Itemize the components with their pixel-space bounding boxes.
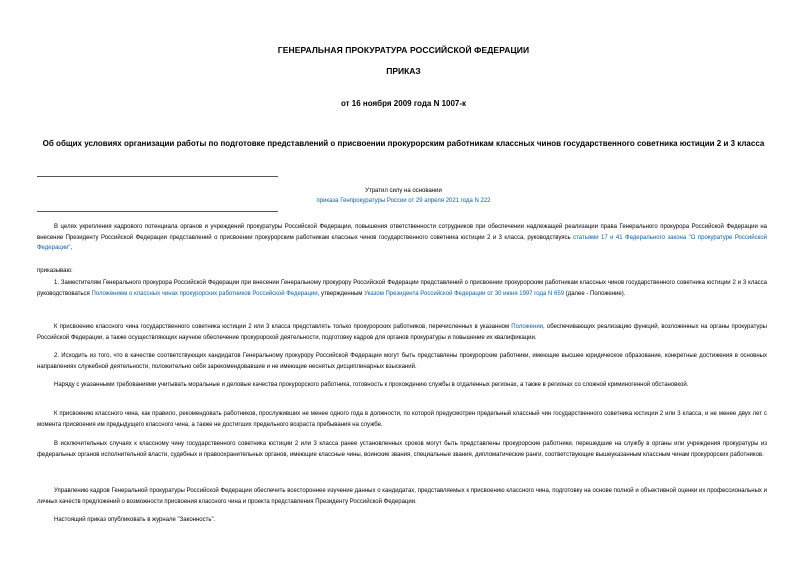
agency-heading: ГЕНЕРАЛЬНАЯ ПРОКУРАТУРА РОССИЙСКОЙ ФЕДЕРАЦИИ bbox=[277, 45, 530, 55]
doc-type-heading: ПРИКАЗ bbox=[386, 66, 421, 76]
paragraph-4: Наряду с указанными требованиями учитывать моральные и деловые качества прокурорского работника, готовность к прохождению службы в отдаленных регионах, а также в регионах со сложной криминогенной обстановкой. bbox=[54, 382, 689, 388]
doc-date-number: от 16 ноября 2009 года N 1007-к bbox=[340, 99, 467, 108]
paragraph-1: 1. Заместителям Генерального прокурора Российской Федерации при внесении Генеральному прокурору Российской Федерации представлений о присвоении прокурорским работникам классных чинов государственного советника юстиции 2 и 3 класса руководствоваться Положением о классных чинах прокурорских работников Российской Федерации, утвержденным Указом Президента Российской Федерации от 30 июня 1997 года N 659 (далее - Положение). bbox=[37, 280, 767, 297]
divider-bottom bbox=[37, 211, 278, 212]
paragraph-5: К присвоению классного чина, как правило, рекомендовать работников, прослуживших не менее одного года в должности, по которой предусмотрен предельный классный чин государственного советника юстиции 2 или 3 класса, и не менее двух лет с момента присвоения им предыдущего классного чина, а также не достигших предельного возраста пребывания на службе. bbox=[37, 411, 767, 428]
regulation-link[interactable]: Положением о классных чинах прокурорских работников Российской Федерации bbox=[91, 290, 318, 297]
paragraph-2: К присвоению классного чина государственного советника юстиции 2 или 3 класса представлять только прокурорских работников, перечисленных в указанном Положении, обеспечивающих реализацию функций, возложенных на органы прокуратуры Российской Федерации, а также осуществляющих научное обеспечение прокурорской деятельности, подготовку кадров для органов прокуратуры и повышение их квалификации. bbox=[37, 324, 767, 341]
repeal-order-link[interactable]: приказа Генпрокуратуры России от 29 апреля 2021 года N 222 bbox=[316, 198, 491, 204]
paragraph-7: Управлению кадров Генеральной прокуратуры Российской Федерации обеспечить всестороннее изучение данных о кандидатах, представляемых к присвоению классного чина, подготовку на основе полной и объективной оценки их профессиональных и личных качеств предложений о возможности присвоения классного чина и проекта представления Президенту Российской Федерации. bbox=[37, 488, 767, 505]
divider-top bbox=[37, 176, 278, 177]
order-word: приказываю: bbox=[37, 268, 73, 274]
regulation-ref-link[interactable]: Положении bbox=[511, 324, 544, 330]
paragraph-8: Настоящий приказ опубликовать в журнале "Законность". bbox=[54, 517, 216, 523]
federal-law-link[interactable]: статьями 17 и 41 Федерального закона "О прокуратуре Российской Федерации" bbox=[37, 234, 767, 251]
status-note-text: Утратил силу на основании bbox=[365, 188, 442, 194]
preamble-paragraph: В целях укрепления кадрового потенциала органов и учреждений прокуратуры Российской Федерации, повышения ответственности сотрудников при обеспечении надлежащей реализации права Генерального прокурора Российской Федерации на внесение Президенту Российской Федерации представлений о присвоении прокурорским работникам классных чинов государственного советника юстиции 2 и 3 класса, руководствуясь статьями 17 и 41 Федерального закона "О прокуратуре Российской Федерации", bbox=[37, 224, 767, 251]
paragraph-6: В исключительных случаях к классному чину государственного советника юстиции 2 или 3 класса ранее установленных сроков могут быть представлены прокурорские работники, перешедшие на службу в органы или учреждения прокуратуры из федеральных органов исполнительной власти, судебных и правоохранительных органов, имеющие классные чины, воинские звания, специальные звания, дипломатические ранги, соответствующие вышеуказанным классным чинам прокурорских работников. bbox=[37, 441, 767, 458]
doc-title: Об общих условиях организации работы по подготовке представлений о присвоении прокурорским работникам классных чинов государственного советника юстиции 2 и 3 класса bbox=[42, 139, 765, 148]
paragraph-3: 2. Исходить из того, что в качестве соответствующих кандидатов Генеральному прокурору Российской Федерации могут быть представлены прокурорские работники, имеющие высшее юридическое образование, конкретные достижения в основных направлениях служебной деятельности, положительно себя зарекомендовавшие и не имеющие неснятых дисциплинарных взысканий. bbox=[37, 353, 767, 370]
presidential-decree-link[interactable]: Указом Президента Российской Федерации от 30 июня 1997 года N 659 bbox=[364, 290, 565, 297]
